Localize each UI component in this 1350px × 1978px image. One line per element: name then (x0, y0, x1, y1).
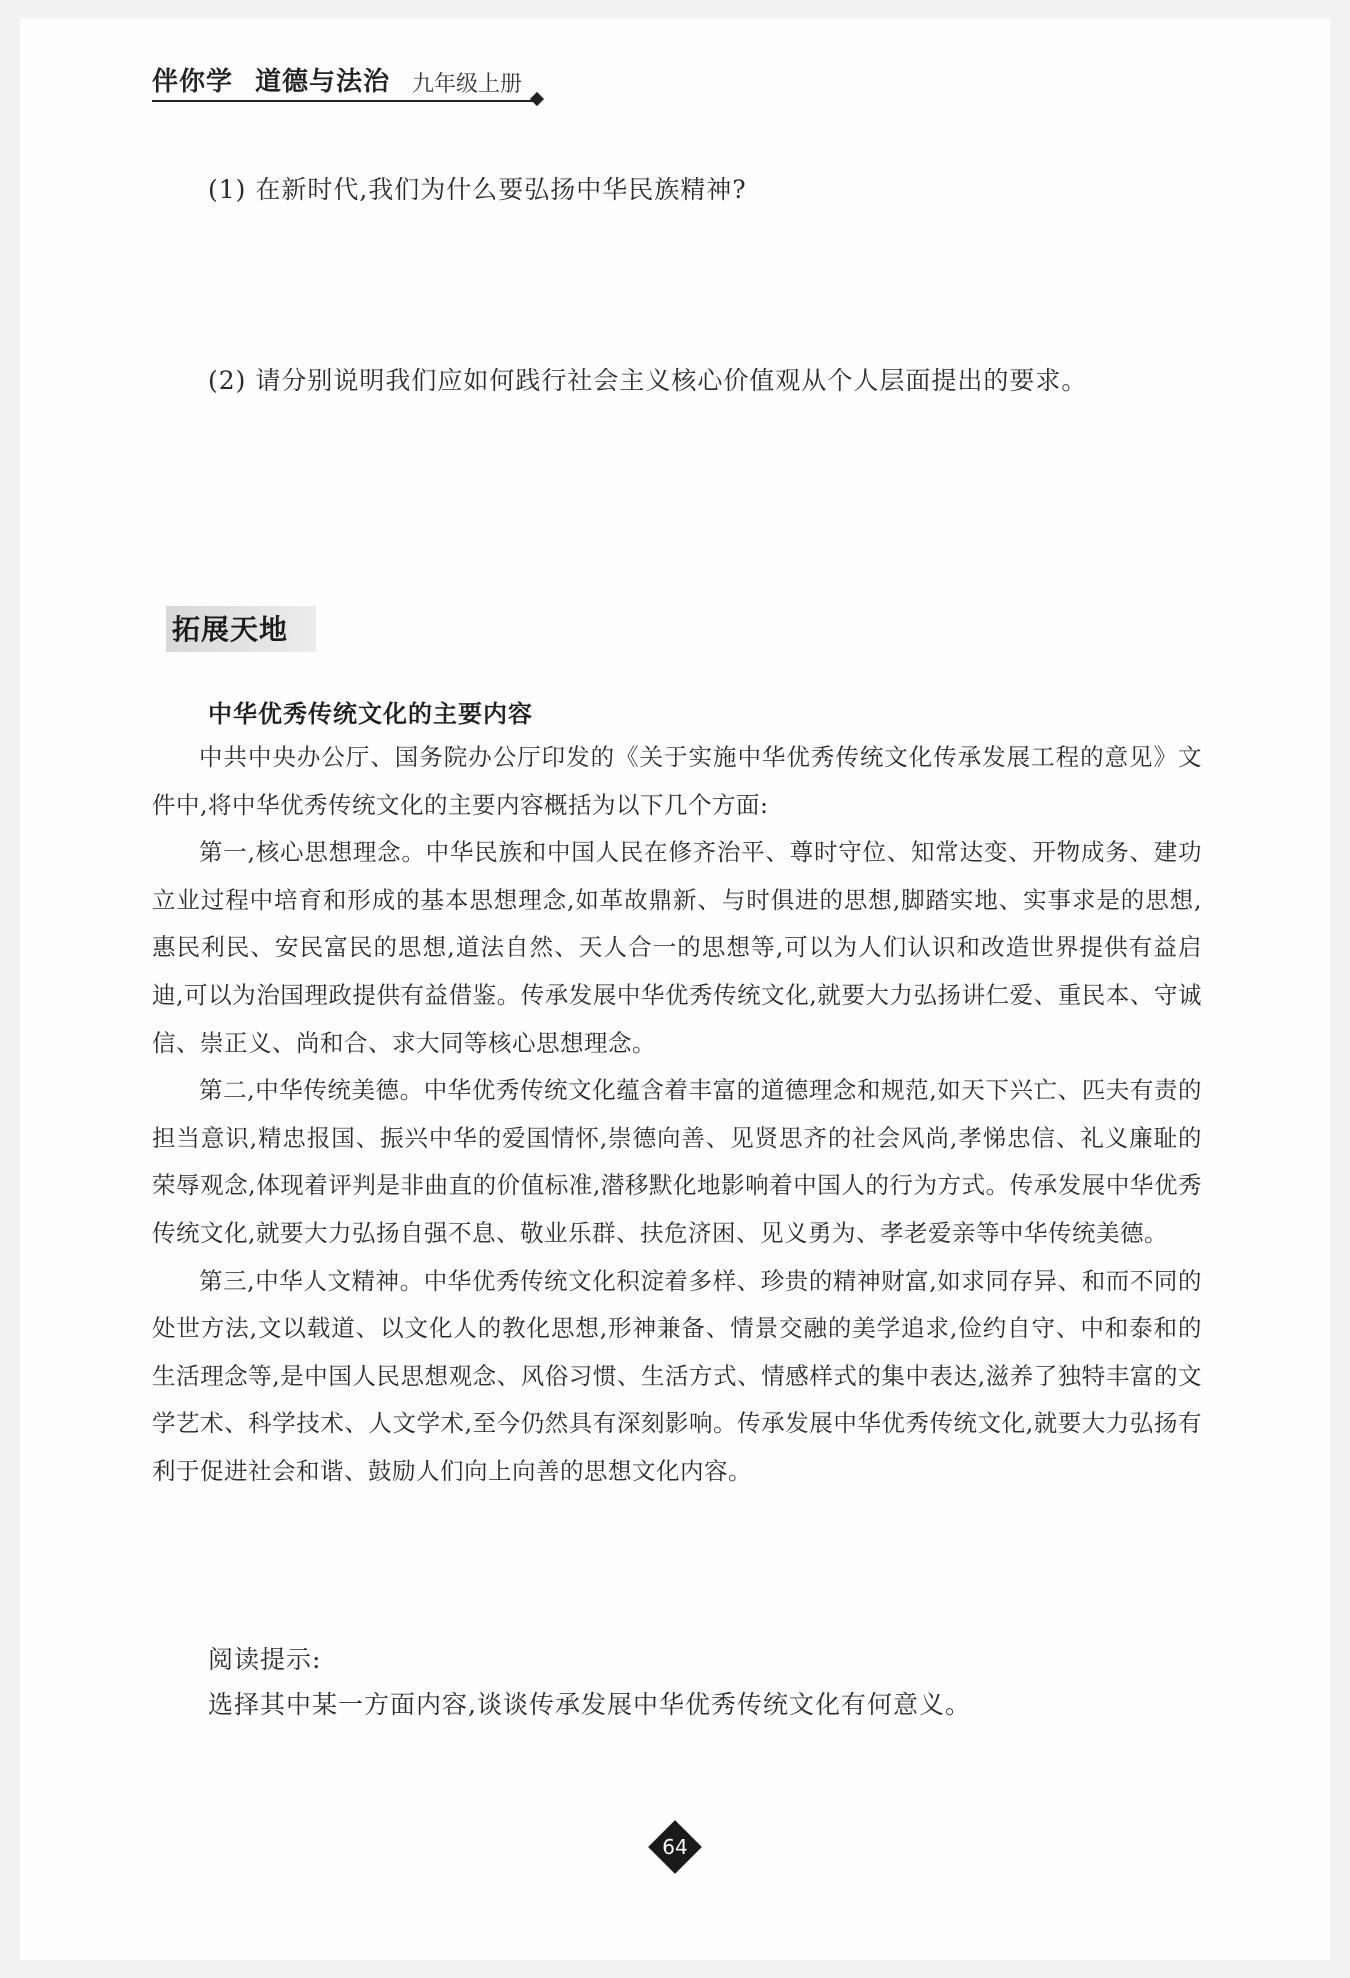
page-number: 64 (662, 1835, 688, 1859)
section-title: 拓展天地 (172, 613, 289, 646)
header-rule (152, 100, 538, 102)
article-body (152, 734, 1202, 1496)
paragraph-core-ideas: 第一,核心思想理念。中华民族和中国人民在修齐治平、尊时守位、知常达变、开物成务、建功立业过程中培育和形成的基本思想理念,如革故鼎新、与时俱进的思想,脚踏实地、实事求是的思想,惠民利民、安民富民的思想,道法自然、天人合一的思想等,可以为人们认识和改造世界提供有益启迪,可以为治国理政提供有益借鉴。传承发展中华优秀传统文化,就要大力弘扬讲仁爱、重民本、守诚信、崇正义、尚和合、求大同等核心思想理念。 (152, 838, 1202, 1057)
question-2: (2) 请分别说明我们应如何践行社会主义核心价值观从个人层面提出的要求。 (208, 366, 1088, 395)
article-title: 中华优秀传统文化的主要内容 (208, 700, 533, 728)
reading-hint-text: 选择其中某一方面内容,谈谈传承发展中华优秀传统文化有何意义。 (208, 1690, 971, 1719)
paragraph-intro: 中共中央办公厅、国务院办公厅印发的《关于实施中华优秀传统文化传承发展工程的意见》文件中,将中华优秀传统文化的主要内容概括为以下几个方面: (152, 743, 1202, 819)
running-header (152, 64, 522, 98)
grade-label: 九年级上册 (412, 72, 523, 97)
series-name: 伴你学 (152, 67, 234, 97)
question-1: (1) 在新时代,我们为什么要弘扬中华民族精神? (208, 175, 747, 204)
subject-name: 道德与法治 (255, 67, 391, 97)
reading-hint-label: 阅读提示: (208, 1645, 322, 1674)
paragraph-humanistic-spirit: 第三,中华人文精神。中华优秀传统文化积淀着多样、珍贵的精神财富,如求同存异、和而不同的处世方法,文以载道、以文化人的教化思想,形神兼备、情景交融的美学追求,俭约自守、中和泰和的生活理念等,是中国人民思想观念、风俗习惯、生活方式、情感样式的集中表达,滋养了独特丰富的文学艺术、科学技术、人文学术,至今仍然具有深刻影响。传承发展中华优秀传统文化,就要大力弘扬有利于促进社会和谐、鼓励人们向上向善的思想文化内容。 (152, 1266, 1202, 1485)
paragraph-virtues: 第二,中华传统美德。中华优秀传统文化蕴含着丰富的道德理念和规范,如天下兴亡、匹夫有责的担当意识,精忠报国、振兴中华的爱国情怀,崇德向善、见贤思齐的社会风尚,孝悌忠信、礼义廉耻的荣辱观念,体现着评判是非曲直的价值标准,潜移默化地影响着中国人的行为方式。传承发展中华优秀传统文化,就要大力弘扬自强不息、敬业乐群、扶危济困、见义勇为、孝老爱亲等中华传统美德。 (152, 1076, 1202, 1247)
